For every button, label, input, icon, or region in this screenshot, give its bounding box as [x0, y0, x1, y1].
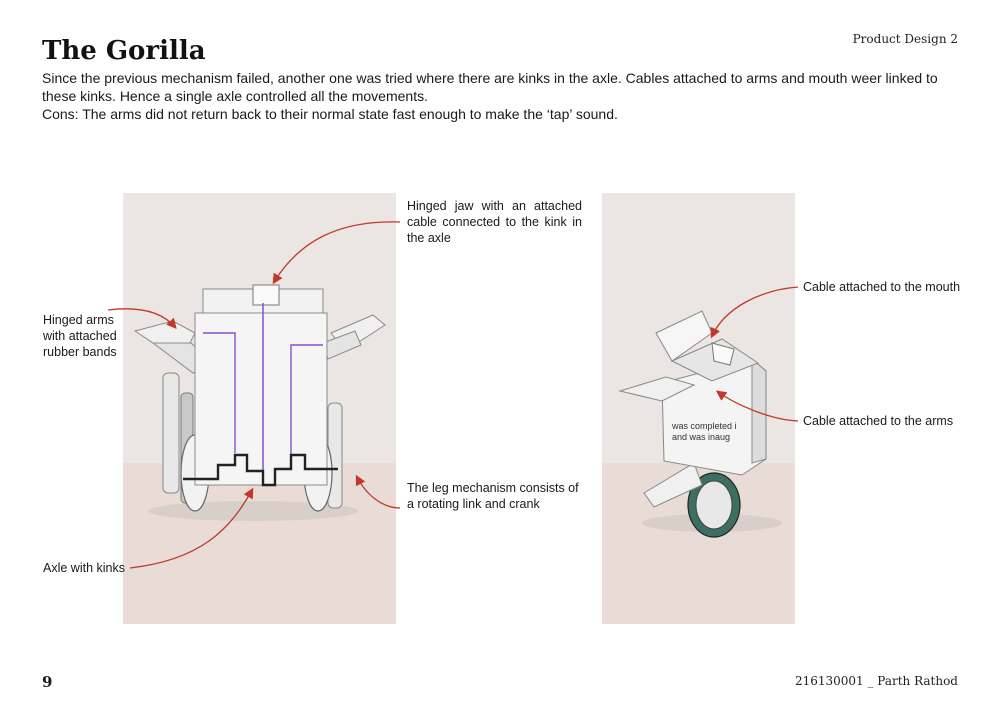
author-id: 216130001 _ Parth Rathod: [794, 674, 958, 688]
intro-text: [42, 69, 962, 123]
front-view-photo: [123, 193, 396, 624]
callout-leg-mechanism: The leg mechanism consists of a rotating link and crank: [407, 481, 579, 511]
box-print-line-1: was completed i: [672, 421, 737, 431]
page-title: The Gorilla: [42, 36, 206, 66]
callout-cable-arms: Cable attached to the arms: [803, 414, 954, 428]
intro-paragraph: Since the previous mechanism failed, another one was tried where there are kinks in the axle. Cables attached to arms and mouth weer linked to these kinks. Hence a single axle controlled all the movements.: [42, 70, 938, 104]
front-view-illustration: [123, 193, 396, 624]
callout-hinged-jaw: Hinged jaw with an attached cable connected to the kink in the axle: [407, 199, 582, 245]
cons-paragraph: Cons: The arms did not return back to their normal state fast enough to make the ‘tap’ sound.: [42, 106, 618, 122]
box-print-line-2: and was inaug: [672, 432, 731, 442]
callout-axle-kinks: Axle with kinks: [43, 561, 125, 575]
course-name: Product Design 2: [852, 32, 958, 46]
callout-hinged-arms: Hinged arms with attached rubber bands: [43, 313, 117, 359]
page-number: 9: [42, 673, 53, 691]
callout-cable-mouth: Cable attached to the mouth: [803, 280, 961, 294]
side-view-illustration: [602, 193, 795, 624]
side-view-photo: [602, 193, 795, 624]
